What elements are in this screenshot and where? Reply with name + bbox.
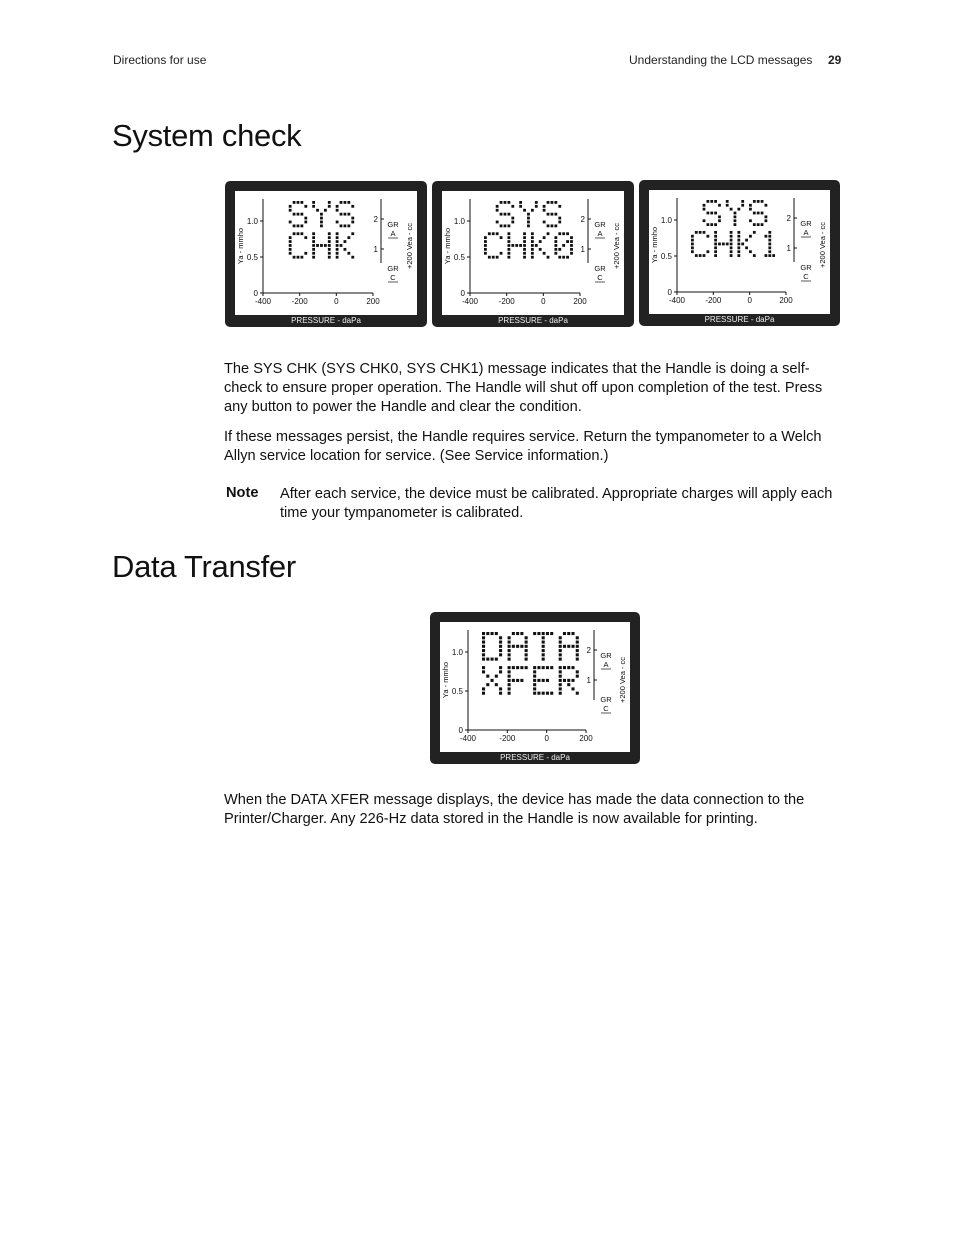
y-tick-label: 0 [458,726,463,735]
y-tick-label: 0 [253,289,258,298]
y-tick-label: 0 [460,289,465,298]
svg-text:GR: GR [387,220,399,229]
paragraph-sys-chk: The SYS CHK (SYS CHK0, SYS CHK1) message indicates that the Handle is doing a self-check to ensure proper operation. The Handle will shut off upon completion of the test. Press any button to power the Handle and clear the condition. [224,361,823,415]
x-axis-label: PRESSURE - daPa [704,315,775,324]
x-axis-label: PRESSURE - daPa [498,316,568,325]
note-text: After each service, the device must be calibrated. Appropriate charges will apply each time your tympanometer is calibrated. [280,486,833,521]
y-tick-label: 0.5 [246,253,258,262]
x-tick-label: 0 [334,297,339,306]
gr-c-label [594,264,606,282]
gr-c-label [800,263,812,281]
x-tick-label: -400 [459,734,477,743]
svg-text:C: C [597,273,603,282]
svg-text:A: A [390,229,396,238]
x-tick-label: 200 [573,297,587,306]
x-tick-label: -200 [291,297,308,306]
page-number: 29 [828,53,842,67]
gr-a-label [387,220,399,238]
gr-c-label [600,695,612,713]
right-tick-label: 1 [580,245,585,254]
gr-c-label [387,264,399,282]
svg-text:GR: GR [600,695,612,704]
x-tick-label: 0 [541,297,546,306]
paragraph-data-xfer: When the DATA XFER message displays, the device has made the data connection to the Printer/Charger. Any 226-Hz data stored in the Handle is now available for printing. [224,792,805,827]
y-tick-label: 0 [667,288,672,297]
lcd-message [482,632,579,695]
right-tick-label: 1 [586,676,591,685]
y-axis-label-left: Ya - mmho [650,226,659,264]
y-axis-label-left: Ya - mmho [236,227,245,265]
y-axis-label-right: +200 Vea - cc [818,221,827,269]
svg-text:A: A [597,229,603,238]
y-axis-label-left: Ya - mmho [443,227,452,265]
note-label: Note [226,485,259,501]
x-axis-label: PRESSURE - daPa [500,753,570,762]
svg-text:GR: GR [594,264,606,273]
right-tick-label: 1 [786,244,791,253]
lcd-display-sys-chk1 [639,180,840,326]
right-tick-label: 1 [373,245,378,254]
x-tick-label: 200 [779,296,793,305]
x-tick-label: -400 [668,296,686,305]
gr-a-label [594,220,606,238]
x-axis-label: PRESSURE - daPa [291,316,361,325]
section-title-data-transfer: Data Transfer [112,549,296,584]
lcd-graphic [225,181,427,327]
lcd-graphic [639,180,840,326]
y-tick-label: 1.0 [451,648,463,657]
lcd-display-sys-chk0 [432,181,634,327]
right-tick-label: 2 [786,214,791,223]
svg-text:GR: GR [800,263,812,272]
y-tick-label: 1.0 [453,217,465,226]
svg-text:GR: GR [800,219,812,228]
lcd-message [691,200,775,257]
lcd-display-sys-chk [225,181,427,327]
y-axis-label-left: Ya - mmho [441,661,450,699]
svg-text:GR: GR [600,651,612,660]
svg-text:C: C [390,273,396,282]
svg-text:A: A [603,660,609,669]
x-tick-label: -200 [498,297,515,306]
x-tick-label: -400 [254,297,272,306]
x-tick-label: -200 [705,296,722,305]
svg-text:C: C [603,704,609,713]
svg-text:C: C [803,272,809,281]
y-tick-label: 1.0 [246,217,258,226]
x-tick-label: 200 [366,297,380,306]
header-section: Understanding the LCD messages [629,53,813,67]
x-tick-label: 200 [579,734,593,743]
right-tick-label: 2 [580,215,585,224]
svg-text:GR: GR [594,220,606,229]
right-tick-label: 2 [373,215,378,224]
y-axis-label-right: +200 Vea - cc [612,222,621,270]
lcd-display-data-xfer [430,612,640,764]
y-tick-label: 0.5 [453,253,465,262]
y-tick-label: 0.5 [451,687,463,696]
lcd-message [289,201,354,259]
paragraph-persist: If these messages persist, the Handle requires service. Return the tympanometer to a Welch Allyn service location for service. (See Service information.) [224,429,822,464]
lcd-graphic [430,612,640,764]
svg-text:A: A [803,228,809,237]
x-tick-label: -200 [499,734,516,743]
svg-text:GR: GR [387,264,399,273]
y-axis-label-right: +200 Vea - cc [405,222,414,270]
gr-a-label [600,651,612,669]
lcd-message [484,201,573,259]
y-tick-label: 0.5 [660,252,672,261]
gr-a-label [800,219,812,237]
lcd-graphic [432,181,634,327]
header-left: Directions for use [113,53,207,67]
section-title-system-check: System check [112,118,302,153]
x-tick-label: -400 [461,297,479,306]
y-axis-label-right: +200 Vea - cc [618,656,627,704]
right-tick-label: 2 [586,646,591,655]
x-tick-label: 0 [544,734,549,743]
x-tick-label: 0 [747,296,752,305]
y-tick-label: 1.0 [660,216,672,225]
